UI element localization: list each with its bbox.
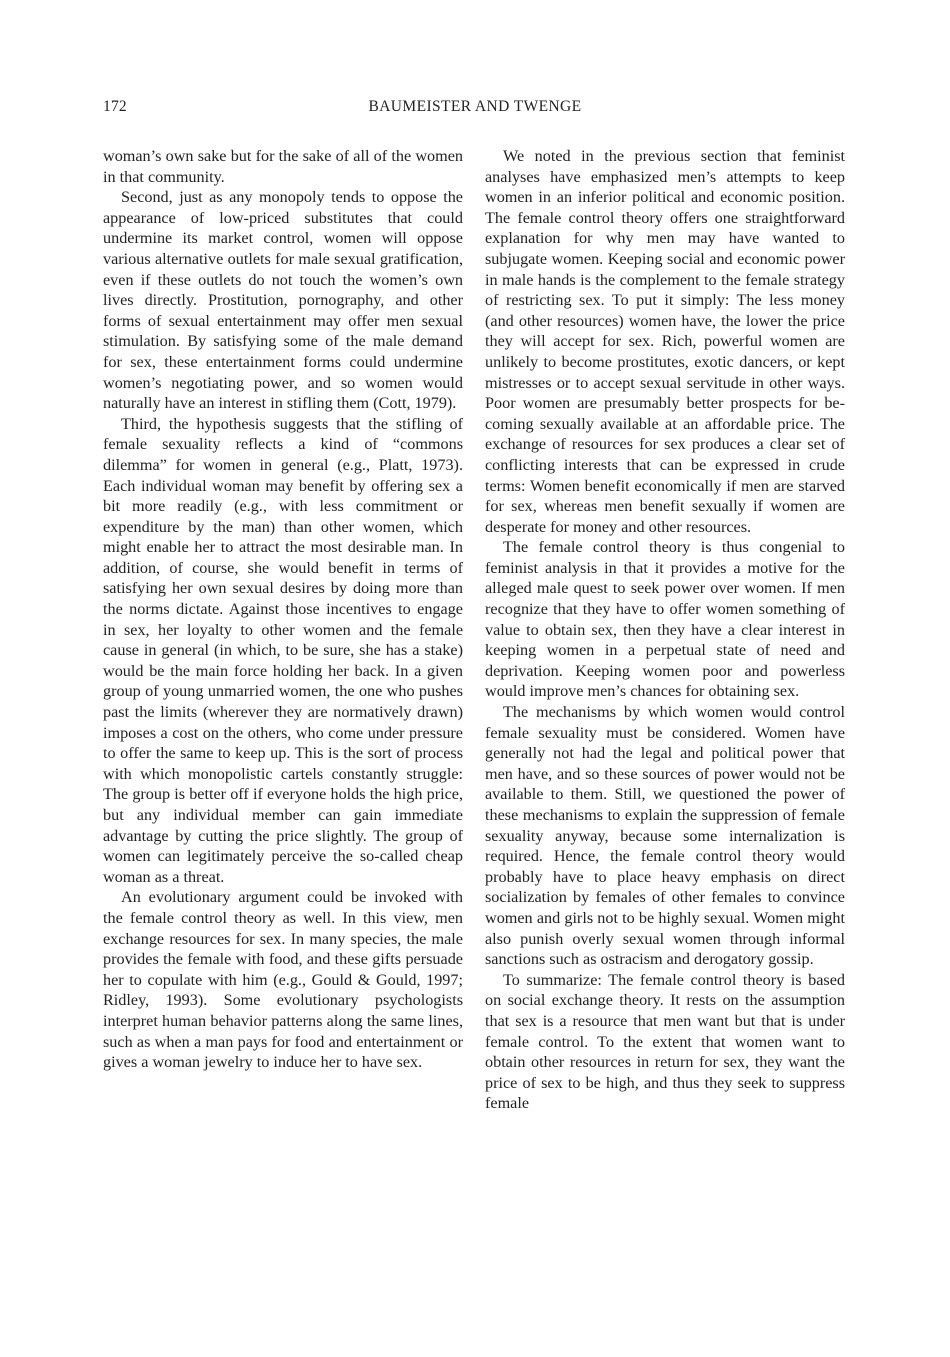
paragraph: An evolutionary argument could be invoked with the female control theory as well. In this view, men exchange resources for sex. In many species, the male provides the female with food, and these gifts persuade her to copulate with him (e.g., Gould & Gould, 1997; Ridley, 1993). Some evolutionary psychologists interpret human behavior patterns along the same lines, such as when a man pays for food and entertainment or gives a woman jewelry to induce her to have sex. — [103, 888, 463, 1072]
paragraph: The female control theory is thus congenial to feminist analysis in that it provides a motive for the alleged male quest to seek power over women. If men recognize that they have to offer women something of value to obtain sex, then they have a clear interest in keeping women in a perpetual state of need and deprivation. Keeping women poor and powerless would improve men’s chances for obtaining sex. — [485, 538, 845, 701]
left-column — [103, 146, 463, 1073]
page-number: 172 — [103, 98, 127, 115]
right-column — [485, 146, 845, 1114]
paragraph: To summarize: The female control theory is based on social exchange theory. It rests on the assumption that sex is a resource that men want but that is under female control. To the extent that women want to obtain other resources in return for sex, they want the price of sex to be high, and thus they seek to suppress female — [485, 970, 845, 1113]
paragraph: We noted in the previous section that feminist analyses have emphasized men’s attempts to keep women in an inferior political and economic position. The female control theory offers one straightforward explanation for why men may have wanted to subjugate women. Keeping social and economic power in male hands is the complement to the female strategy of restricting sex. To put it simply: The less money (and other resources) women have, the lower the price they will accept for sex. Rich, powerful women are unlikely to become prostitutes, exotic dancers, or kept mistresses or to accept sexual servitude in other ways. Poor women are presumably better prospects for becoming sexually available at an affordable price. The exchange of resources for sex produces a clear set of conflicting interests that can be expressed in crude terms: Women benefit economically if men are starved for sex, whereas men benefit sexually if women are desperate for money and other resources. — [485, 147, 845, 536]
paragraph: Second, just as any monopoly tends to oppose the appearance of low-priced substitutes that could undermine its market control, women will oppose various alternative outlets for male sexual gratification, even if these outlets do not touch the women’s own lives directly. Prostitution, pornography, and other forms of sexual entertainment may offer men sexual stimulation. By satisfying some of the male demand for sex, these entertainment forms could undermine women’s negotiating power, and so women would naturally have an interest in stifling them (Cott, 1979). — [103, 188, 463, 413]
paragraph: The mechanisms by which women would control female sexuality must be considered. Women have generally not had the legal and political power that men have, and so these sources of power would not be available to them. Still, we questioned the power of these mechanisms to explain the suppression of female sexuality anyway, because some internalization is required. Hence, the female control theory would probably have to place heavy emphasis on direct socialization by females of other females to convince women and girls not to be highly sexual. Women might also punish overly sexual women through informal sanctions such as ostracism and derogatory gossip. — [485, 703, 845, 969]
paragraph: woman’s own sake but for the sake of all of the women in that community. — [103, 147, 463, 186]
running-head: BAUMEISTER AND TWENGE — [368, 98, 582, 115]
paragraph: Third, the hypothesis suggests that the stifling of female sexuality reflects a kind of “commons dilemma” for women in general (e.g., Platt, 1973). Each individual woman may benefit by offering sex a bit more readily (e.g., with less commitment or expenditure by the man) than other women, which might enable her to attract the most desirable man. In addition, of course, she would benefit in terms of satisfying her own sexual desires by doing more than the norms dictate. Against those incentives to engage in sex, her loyalty to other women and the female cause in general (in which, to be sure, she has a stake) would be the main force holding her back. In a given group of young unmarried women, the one who pushes past the limits (wherever they are normatively drawn) imposes a cost on the others, who come under pressure to offer the same to keep up. This is the sort of process with which monopolistic cartels constantly struggle: The group is better off if everyone holds the high price, but any individual member can gain immediate advantage by cutting the price slightly. The group of women can legitimately perceive the so-called cheap woman as a threat. — [103, 414, 463, 886]
